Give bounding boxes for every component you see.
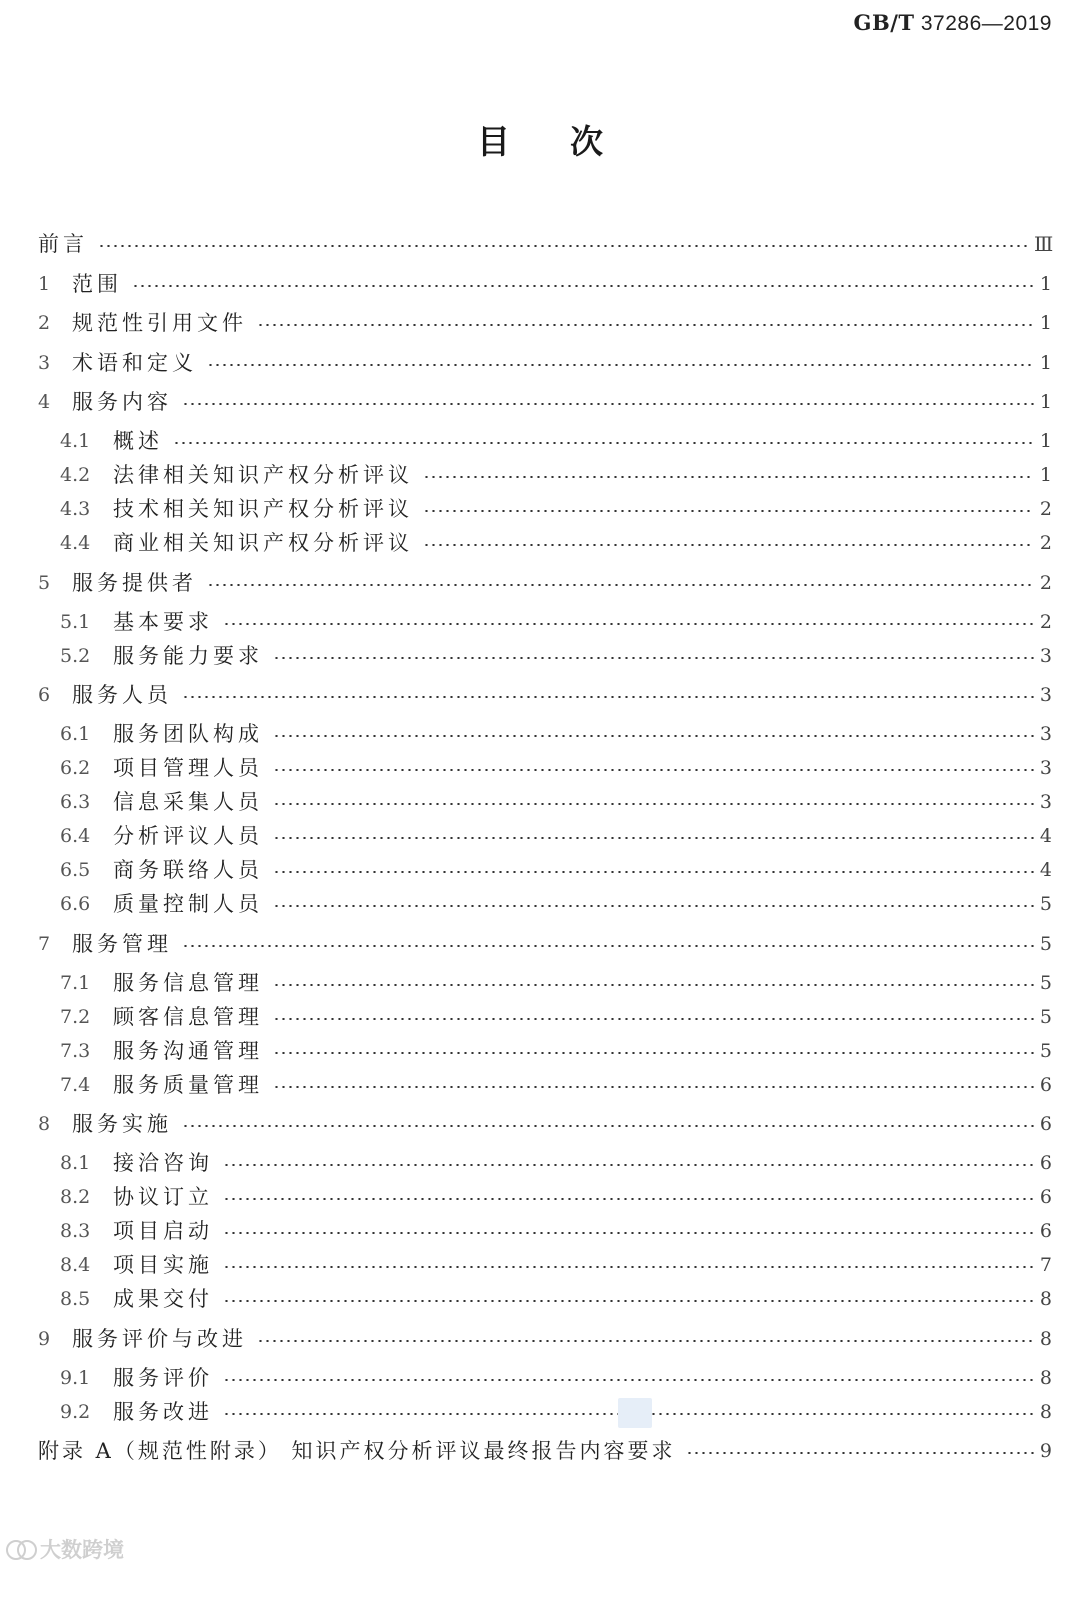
toc-entry[interactable] [60, 1250, 1052, 1280]
toc-dot-leader [273, 871, 1034, 873]
toc-entry-number: 8 [38, 1113, 51, 1135]
toc-dot-leader [182, 1125, 1034, 1127]
toc-entry-page: 2 [1039, 610, 1052, 633]
toc-dot-leader [273, 1052, 1034, 1054]
toc-entry[interactable] [60, 494, 1052, 524]
toc-entry-page: 8 [1039, 1400, 1052, 1423]
document-code-prefix: GB/T [853, 10, 915, 35]
toc-entry-title: 服务能力要求 [113, 643, 263, 668]
toc-entry-page: 4 [1039, 859, 1052, 881]
toc-dot-leader [257, 1340, 1034, 1342]
toc-entry-page: 8 [1039, 1288, 1052, 1310]
toc-dot-leader [223, 1379, 1034, 1381]
toc-dot-leader [273, 769, 1034, 771]
toc-entry[interactable] [60, 641, 1052, 671]
toc-entry-title: 基本要求 [113, 609, 213, 634]
toc-entry-page: 5 [1039, 1039, 1052, 1062]
toc-entry-page: 8 [1039, 1327, 1052, 1350]
document-code-number: 37286—2019 [920, 12, 1052, 35]
toc-entry-page: 8 [1039, 1366, 1052, 1389]
document-code [854, 10, 1052, 36]
toc-entry-page: 3 [1039, 757, 1052, 779]
toc-entry-number: 2 [38, 312, 51, 334]
toc-entry-number: 4.2 [60, 464, 91, 486]
toc-entry-title: 项目启动 [113, 1219, 213, 1243]
toc-entry-page: 5 [1039, 1005, 1052, 1028]
toc-entry[interactable] [60, 1070, 1052, 1100]
toc-entry-title: 术语和定义 [72, 350, 197, 375]
toc-dot-leader [273, 657, 1034, 659]
toc-entry[interactable] [60, 607, 1052, 637]
toc-entry-page: 5 [1039, 893, 1052, 915]
toc-entry-page: 1 [1039, 272, 1052, 295]
toc-entry-title: 质量控制人员 [113, 892, 263, 916]
toc-entry-page: 7 [1039, 1254, 1052, 1276]
toc-entry-title: 服务质量管理 [113, 1072, 263, 1097]
toc-entry-title: 服务评价与改进 [72, 1326, 247, 1351]
toc-entry-title: 服务实施 [72, 1112, 172, 1136]
toc-entry-title: 服务提供者 [72, 570, 197, 595]
toc-entry-title: 顾客信息管理 [113, 1004, 263, 1029]
toc-dot-leader [223, 1164, 1034, 1166]
toc-entry-number: 7 [38, 932, 51, 955]
toc-entry[interactable] [38, 929, 1052, 959]
toc-entry[interactable] [38, 387, 1052, 417]
double-circle-logo-icon [6, 1538, 36, 1560]
toc-entry[interactable] [38, 229, 1052, 259]
toc-entry[interactable] [38, 308, 1052, 338]
toc-entry-number: 5 [38, 571, 51, 594]
toc-entry-title: 服务内容 [72, 390, 172, 414]
toc-entry[interactable] [60, 787, 1052, 817]
toc-entry-page: 9 [1039, 1440, 1052, 1462]
toc-entry-number: 4.4 [60, 532, 91, 554]
toc-dot-leader [223, 1232, 1034, 1234]
toc-dot-leader [182, 403, 1034, 405]
toc-entry-number: 7.4 [60, 1073, 91, 1096]
toc-dot-leader [273, 1018, 1034, 1020]
toc-entry-number: 6.5 [60, 859, 91, 881]
toc-entry-number: 9.2 [60, 1400, 91, 1423]
toc-entry-number: 6.2 [60, 757, 91, 779]
toc-entry[interactable] [60, 1148, 1052, 1178]
toc-entry-number: 5.2 [60, 644, 91, 667]
toc-entry[interactable] [60, 1284, 1052, 1314]
toc-entry-number: 6.1 [60, 723, 91, 745]
toc-entry-title: 项目实施 [113, 1253, 213, 1277]
toc-entry-title: 商务联络人员 [113, 858, 263, 882]
toc-entry[interactable] [60, 719, 1052, 749]
toc-entry-title: 信息采集人员 [113, 790, 263, 814]
toc-entry[interactable] [60, 1036, 1052, 1066]
toc-entry[interactable] [60, 1363, 1052, 1393]
toc-dot-leader [423, 510, 1034, 512]
toc-entry-page: 1 [1039, 351, 1052, 374]
toc-entry-title: 服务沟通管理 [113, 1038, 263, 1063]
toc-entry-number: 8.2 [60, 1186, 91, 1208]
toc-dot-leader [273, 1086, 1034, 1088]
toc-entry-title: 技术相关知识产权分析评议 [113, 497, 413, 521]
toc-dot-leader [423, 544, 1034, 546]
watermark-text: 大数跨境 [40, 1538, 124, 1562]
toc-entry-page: 6 [1039, 1186, 1052, 1208]
toc-dot-leader [257, 324, 1034, 326]
toc-entry-page: 1 [1039, 464, 1052, 486]
toc-dot-leader [273, 905, 1034, 907]
toc-dot-leader [98, 245, 1030, 247]
toc-dot-leader [273, 984, 1034, 986]
toc-entry-title: 范围 [72, 271, 122, 296]
toc-entry-title: 服务信息管理 [113, 970, 263, 995]
toc-entry-number: 8.1 [60, 1152, 91, 1174]
toc-entry-number: 8.3 [60, 1220, 91, 1242]
toc-entry-page: 2 [1039, 532, 1052, 554]
toc-entry[interactable] [38, 1324, 1052, 1354]
toc-dot-leader [223, 1300, 1034, 1302]
toc-entry-page: 3 [1039, 684, 1052, 706]
toc-entry-page: 6 [1039, 1152, 1052, 1174]
toc-entry-title: 分析评议人员 [113, 824, 263, 848]
toc-entry-page: 6 [1039, 1113, 1052, 1135]
toc-dot-leader [273, 837, 1034, 839]
toc-entry-page: 5 [1039, 932, 1052, 955]
toc-dot-leader [182, 945, 1034, 947]
toc-entry-page: 1 [1039, 312, 1052, 334]
toc-entry-number: 6.3 [60, 791, 91, 813]
toc-entry[interactable] [60, 1397, 1052, 1427]
toc-entry-number: 7.2 [60, 1005, 91, 1028]
toc-entry[interactable] [60, 1002, 1052, 1032]
page-title: 目次 [477, 122, 663, 161]
toc-entry-title: 服务管理 [72, 931, 172, 956]
toc-entry[interactable] [60, 1216, 1052, 1246]
toc-dot-leader [423, 476, 1034, 478]
toc-entry-page: 5 [1039, 971, 1052, 994]
toc-entry-title: 服务评价 [113, 1365, 213, 1390]
toc-dot-leader [182, 696, 1034, 698]
toc-entry-number: 9.1 [60, 1366, 91, 1389]
toc-entry-page: 6 [1039, 1073, 1052, 1096]
toc-entry-title: 前言 [38, 232, 88, 256]
toc-entry-page: 3 [1039, 723, 1052, 745]
toc-entry-page: 1 [1039, 430, 1052, 452]
toc-entry-title: 服务人员 [72, 683, 172, 707]
toc-entry[interactable] [60, 821, 1052, 851]
toc-entry-title: 成果交付 [113, 1287, 213, 1311]
toc-entry-page: 6 [1039, 1220, 1052, 1242]
toc-entry-number: 9 [38, 1327, 51, 1350]
toc-entry-title: 概述 [113, 429, 163, 453]
toc-entry-number: 4.1 [60, 430, 91, 452]
toc-entry[interactable] [38, 1436, 1052, 1466]
toc-entry[interactable] [60, 889, 1052, 919]
toc-entry-number: 7.3 [60, 1039, 91, 1062]
toc-entry[interactable] [60, 968, 1052, 998]
toc-entry[interactable] [38, 680, 1052, 710]
toc-entry-number: 7.1 [60, 971, 91, 994]
toc-entry-number: 6 [38, 684, 51, 706]
toc-dot-leader [207, 364, 1034, 366]
toc-entry-title: 项目管理人员 [113, 756, 263, 780]
toc-entry-page: 3 [1039, 791, 1052, 813]
toc-dot-leader [223, 1198, 1034, 1200]
blue-highlight-mark [618, 1398, 652, 1428]
toc-entry-title: 规范性引用文件 [72, 311, 247, 335]
toc-entry-title: 服务团队构成 [113, 722, 263, 746]
toc-entry-number: 3 [38, 351, 51, 374]
toc-entry-page: 4 [1039, 825, 1052, 847]
toc-entry-page: Ⅲ [1034, 232, 1054, 256]
toc-entry[interactable] [60, 460, 1052, 490]
toc-entry-page: 1 [1039, 391, 1052, 413]
toc-dot-leader [273, 803, 1034, 805]
toc-entry-number: 8.5 [60, 1288, 91, 1310]
toc-entry[interactable] [60, 528, 1052, 558]
toc-dot-leader [207, 584, 1034, 586]
toc-dot-leader [223, 1266, 1034, 1268]
toc-entry-page: 2 [1039, 571, 1052, 594]
toc-entry-number: 6.6 [60, 893, 91, 915]
toc-entry-number: 4.3 [60, 498, 91, 520]
toc-entry-number: 1 [38, 272, 51, 295]
toc-entry-page: 2 [1039, 498, 1052, 520]
watermark [6, 1534, 124, 1564]
toc-dot-leader [273, 735, 1034, 737]
toc-entry-title: 附录 A（规范性附录） 知识产权分析评议最终报告内容要求 [38, 1439, 676, 1463]
toc-entry[interactable] [38, 348, 1052, 378]
toc-dot-leader [223, 623, 1034, 625]
toc-entry[interactable] [38, 269, 1052, 299]
toc-entry-page: 3 [1039, 644, 1052, 667]
toc-entry-number: 4 [38, 391, 51, 413]
toc-entry-number: 8.4 [60, 1254, 91, 1276]
toc-entry[interactable] [60, 753, 1052, 783]
toc-entry-title: 商业相关知识产权分析评议 [113, 531, 413, 555]
toc-entry[interactable] [60, 426, 1052, 456]
toc-entry[interactable] [60, 855, 1052, 885]
toc-entry-number: 5.1 [60, 610, 91, 633]
toc-entry-title: 法律相关知识产权分析评议 [113, 463, 413, 487]
toc-dot-leader [132, 285, 1034, 287]
toc-entry[interactable] [38, 1109, 1052, 1139]
toc-entry-title: 协议订立 [113, 1185, 213, 1209]
toc-dot-leader [173, 442, 1034, 444]
toc-entry-number: 6.4 [60, 825, 91, 847]
toc-entry-title: 服务改进 [113, 1399, 213, 1424]
toc-entry-title: 接洽咨询 [113, 1151, 213, 1175]
toc-entry[interactable] [60, 1182, 1052, 1212]
toc-entry[interactable] [38, 568, 1052, 598]
toc-dot-leader [686, 1452, 1034, 1454]
